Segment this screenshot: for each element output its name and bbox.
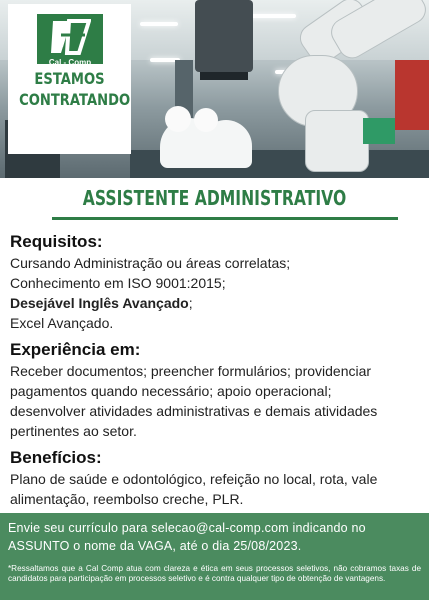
application-deadline: ASSUNTO o nome da VAGA, até o dia 25/08/2023. [8, 539, 302, 553]
robot-gripper [195, 0, 253, 72]
ceiling-lamp [248, 14, 296, 18]
hiring-badge [19, 68, 131, 110]
requirement-item: Excel Avançado. [10, 315, 114, 331]
experience-line: pagamentos quando necessário; apoio operacional; [10, 383, 332, 399]
disclaimer: *Ressaltamos que a Cal Comp atua com clareza e ética em seus processos seletivos, não cobramos taxas de candidatos para participação em processos seletivo e é contra qualquer tipo de obtenção de vantagens. [8, 564, 421, 583]
calcomp-logo-icon [49, 19, 91, 55]
benefits-line: alimentação, reembolso creche, PLR. [10, 491, 244, 507]
robot-gripper-base [200, 72, 248, 80]
title-divider [52, 217, 398, 220]
experience-line: Receber documentos; preencher formulários; providenciar [10, 363, 372, 379]
logo-name: Cal - Comp [48, 58, 92, 67]
requirements-heading: Requisitos: [10, 232, 103, 251]
benefits-line: Plano de saúde e odontológico, refeição no local, rota, vale [10, 471, 378, 487]
experience-line: pertinentes ao setor. [10, 423, 137, 439]
worker-head [165, 106, 191, 132]
benefits-heading: Benefícios: [10, 448, 102, 467]
job-title: ASSISTENTE ADMINISTRATIVO [82, 186, 347, 210]
requirement-item-bold: Desejável Inglês Avançado [10, 295, 189, 311]
application-instructions: Envie seu currículo para selecao@cal-comp.com indicando no [8, 521, 366, 535]
requirement-item [10, 293, 422, 313]
hiring-line2: CONTRATANDO [19, 90, 131, 109]
requirement-item: Conhecimento em ISO 9001:2015; [10, 275, 226, 291]
robot-arm-base [305, 110, 369, 172]
experience-line: desenvolver atividades administrativas e demais atividades [10, 403, 378, 419]
job-details [10, 231, 422, 509]
requirement-item: Cursando Administração ou áreas correlatas; [10, 255, 291, 271]
logo-card [8, 4, 131, 154]
calcomp-logo [37, 14, 103, 67]
hiring-line1: ESTAMOS [34, 69, 105, 88]
footer-banner [0, 513, 429, 600]
green-sign [363, 118, 395, 144]
experience-heading: Experiência em: [10, 340, 141, 359]
ceiling-lamp [140, 22, 178, 26]
red-cabinet [395, 60, 429, 130]
requirement-item-suffix: ; [188, 295, 193, 311]
worker-head [194, 108, 218, 132]
